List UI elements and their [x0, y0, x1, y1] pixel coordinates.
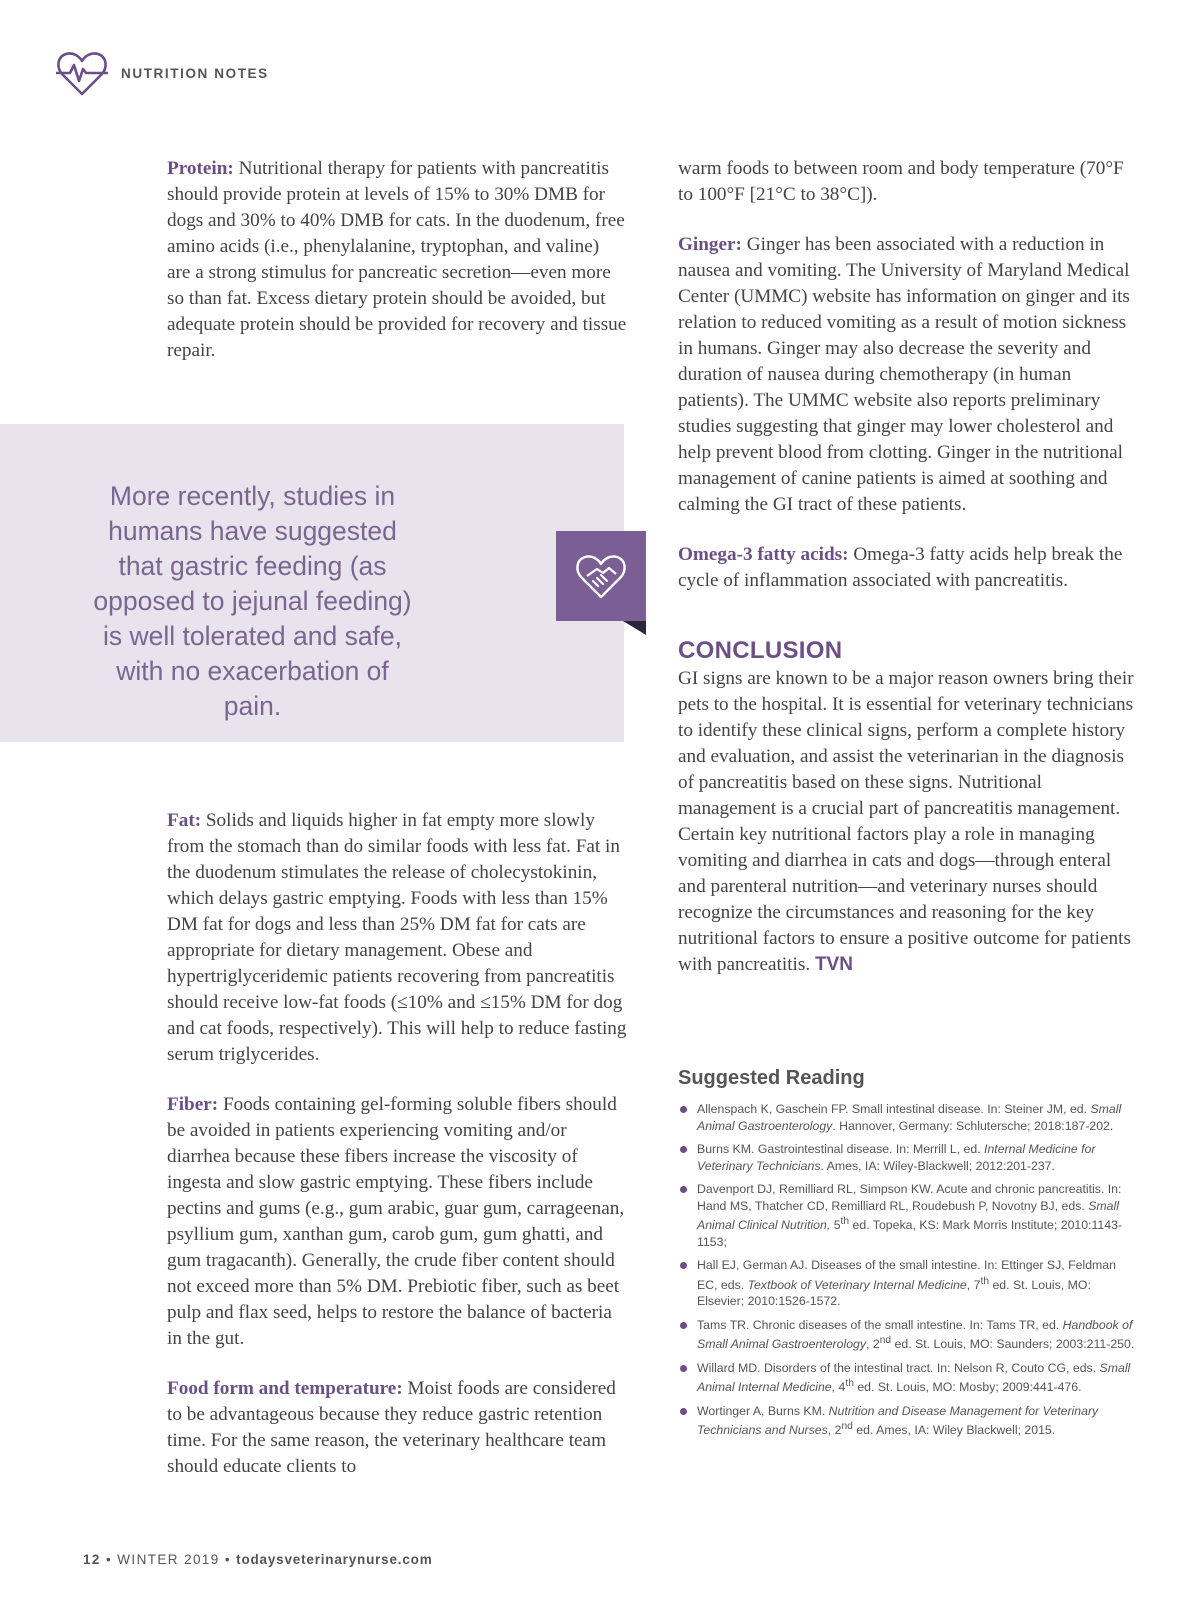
left-column-top: [167, 156, 627, 388]
continuation-paragraph: warm foods to between room and body temperature (70°F to 100°F [21°C to 38°C]).: [678, 158, 1124, 205]
omega3-text: Omega-3 fatty acids help break the cycle of inflammation associated with pancreatitis.: [678, 544, 1123, 591]
quote-badge: [556, 531, 646, 621]
omega3-paragraph: [678, 542, 1143, 594]
fat-paragraph: [167, 808, 627, 1068]
reference-item: Allenspach K, Gaschein FP. Small intestinal disease. In: Steiner JM, ed. Small Animal Gastroenterology. Hannover, Germany: Schlutersche; 2018:187-202.: [678, 1101, 1138, 1134]
ginger-lead: Ginger:: [678, 234, 742, 255]
left-column-bottom: [167, 808, 627, 1504]
fiber-lead: Fiber:: [167, 1094, 219, 1115]
page-footer: [83, 1552, 433, 1567]
page-header: [55, 48, 269, 98]
heart-handshake-icon: [573, 551, 629, 601]
protein-text: Nutritional therapy for patients with pancreatitis should provide protein at levels of 15% to 30% DMB for dogs and 30% to 40% DMB for cats. In the duodenum, free amino acids (i.e., phenylalanine, tryptophan, and valine) are a strong stimulus for pancreatic secretion—even more so than fat. Excess dietary protein should be avoided, but adequate protein should be provided for recovery and tissue repair.: [167, 158, 627, 361]
quote-badge-fold: [623, 621, 646, 635]
footer-separator: •: [105, 1552, 113, 1567]
ginger-text: Ginger has been associated with a reduction in nausea and vomiting. The University of Maryland Medical Center (UMMC) website has information on ginger and its relation to reduced vomiting as a result of motion sickness in humans. Ginger may also decrease the severity and duration of nausea during chemotherapy (in human patients). The UMMC website also reports preliminary studies suggesting that ginger may lower cholesterol and help prevent blood from clotting. Ginger in the nutritional management of canine patients is aimed at soothing and calming the GI tract of these patients.: [678, 234, 1130, 515]
suggested-reading-heading: Suggested Reading: [678, 1067, 865, 1089]
reference-item: Willard MD. Disorders of the intestinal tract. In: Nelson R, Couto CG, eds. Small Animal Internal Medicine, 4th ed. St. Louis, MO: Mosby; 2009:441-476.: [678, 1360, 1138, 1396]
reference-list: [678, 1101, 1138, 1446]
heart-pulse-icon: [55, 48, 109, 98]
reference-item: Burns KM. Gastrointestinal disease. In: Merrill L, ed. Internal Medicine for Veterinary Technicians. Ames, IA: Wiley-Blackwell; 2012:201-237.: [678, 1141, 1138, 1174]
fiber-paragraph: [167, 1092, 627, 1352]
ginger-paragraph: [678, 232, 1143, 518]
food-form-text: Moist foods are considered to be advantageous because they reduce gastric retention time. For the same reason, the veterinary healthcare team should educate clients to: [167, 1378, 616, 1477]
footer-separator: •: [224, 1552, 232, 1567]
omega3-lead: Omega-3 fatty acids:: [678, 544, 849, 565]
reference-item: Wortinger A, Burns KM. Nutrition and Disease Management for Veterinary Technicians and Nurses, 2nd ed. Ames, IA: Wiley Blackwell; 2015.: [678, 1403, 1138, 1439]
reference-item: Davenport DJ, Remilliard RL, Simpson KW. Acute and chronic pancreatitis. In: Hand MS, Thatcher CD, Remilliard RL, Roudebush P, Novotny BJ, eds. Small Animal Clinical Nutrition, 5th ed. Topeka, KS: Mark Morris Institute; 2010:1143-1153;: [678, 1181, 1138, 1250]
right-column: [678, 156, 1143, 1002]
conclusion-paragraph: [678, 666, 1143, 978]
conclusion-heading: CONCLUSION: [678, 637, 843, 664]
tvn-end-mark: TVN: [814, 954, 853, 975]
food-form-lead: Food form and temperature:: [167, 1378, 403, 1399]
fat-text: Solids and liquids higher in fat empty more slowly from the stomach than do similar foods with less fat. Fat in the duodenum stimulates the release of cholecystokinin, which delays gastric emptying. Foods with less than 15% DM fat for dogs and less than 25% DM fat for cats are appropriate for dietary management. Obese and hypertriglyceridemic patients recovering from pancreatitis should receive low-fat foods (≤10% and ≤15% DM for dog and cat foods, respectively). This will help to reduce fasting serum triglycerides.: [167, 810, 627, 1065]
reference-item: Hall EJ, German AJ. Diseases of the small intestine. In: Ettinger SJ, Feldman EC, eds. Textbook of Veterinary Internal Medicine, 7th ed. St. Louis, MO: Elsevier; 2010:1526-1572.: [678, 1257, 1138, 1310]
footer-url[interactable]: todaysveterinarynurse.com: [236, 1552, 433, 1567]
pull-quote-text: More recently, studies in humans have suggested that gastric feeding (as opposed to jejunal feeding) is well tolerated and safe, with no exacerbation of pain.: [93, 481, 412, 721]
fat-lead: Fat:: [167, 810, 202, 831]
section-label: NUTRITION NOTES: [121, 65, 269, 81]
page-number: 12: [83, 1552, 101, 1567]
protein-paragraph: [167, 156, 627, 364]
fiber-text: Foods containing gel-forming soluble fibers should be avoided in patients experiencing vomiting and/or diarrhea because these fibers increase the viscosity of ingesta and slow gastric emptying. These fibers include pectins and gums (e.g., gum arabic, guar gum, carrageenan, psyllium gum, xanthan gum, carob gum, gum ghatti, and gum tragacanth). Generally, the crude fiber content should not exceed more than 5% DM. Prebiotic fiber, such as beet pulp and flax seed, helps to restore the balance of bacteria in the gut.: [167, 1094, 625, 1349]
conclusion-text: GI signs are known to be a major reason owners bring their pets to the hospital. It is essential for veterinary technicians to identify these clinical signs, perform a complete history and evaluation, and assist the veterinarian in the diagnosis of pancreatitis based on these signs. Nutritional management is a crucial part of pancreatitis management. Certain key nutritional factors play a role in managing vomiting and diarrhea in cats and dogs—through enteral and parenteral nutrition—and veterinary nurses should recognize the circumstances and reasoning for the key nutritional factors to ensure a positive outcome for patients with pancreatitis.: [678, 668, 1134, 975]
reference-item: Tams TR. Chronic diseases of the small intestine. In: Tams TR, ed. Handbook of Small Animal Gastroenterology, 2nd ed. St. Louis, MO: Saunders; 2003:211-250.: [678, 1317, 1138, 1353]
pull-quote-box: [0, 424, 624, 742]
footer-issue: WINTER 2019: [117, 1552, 220, 1567]
food-form-paragraph: [167, 1376, 627, 1480]
protein-lead: Protein:: [167, 158, 234, 179]
